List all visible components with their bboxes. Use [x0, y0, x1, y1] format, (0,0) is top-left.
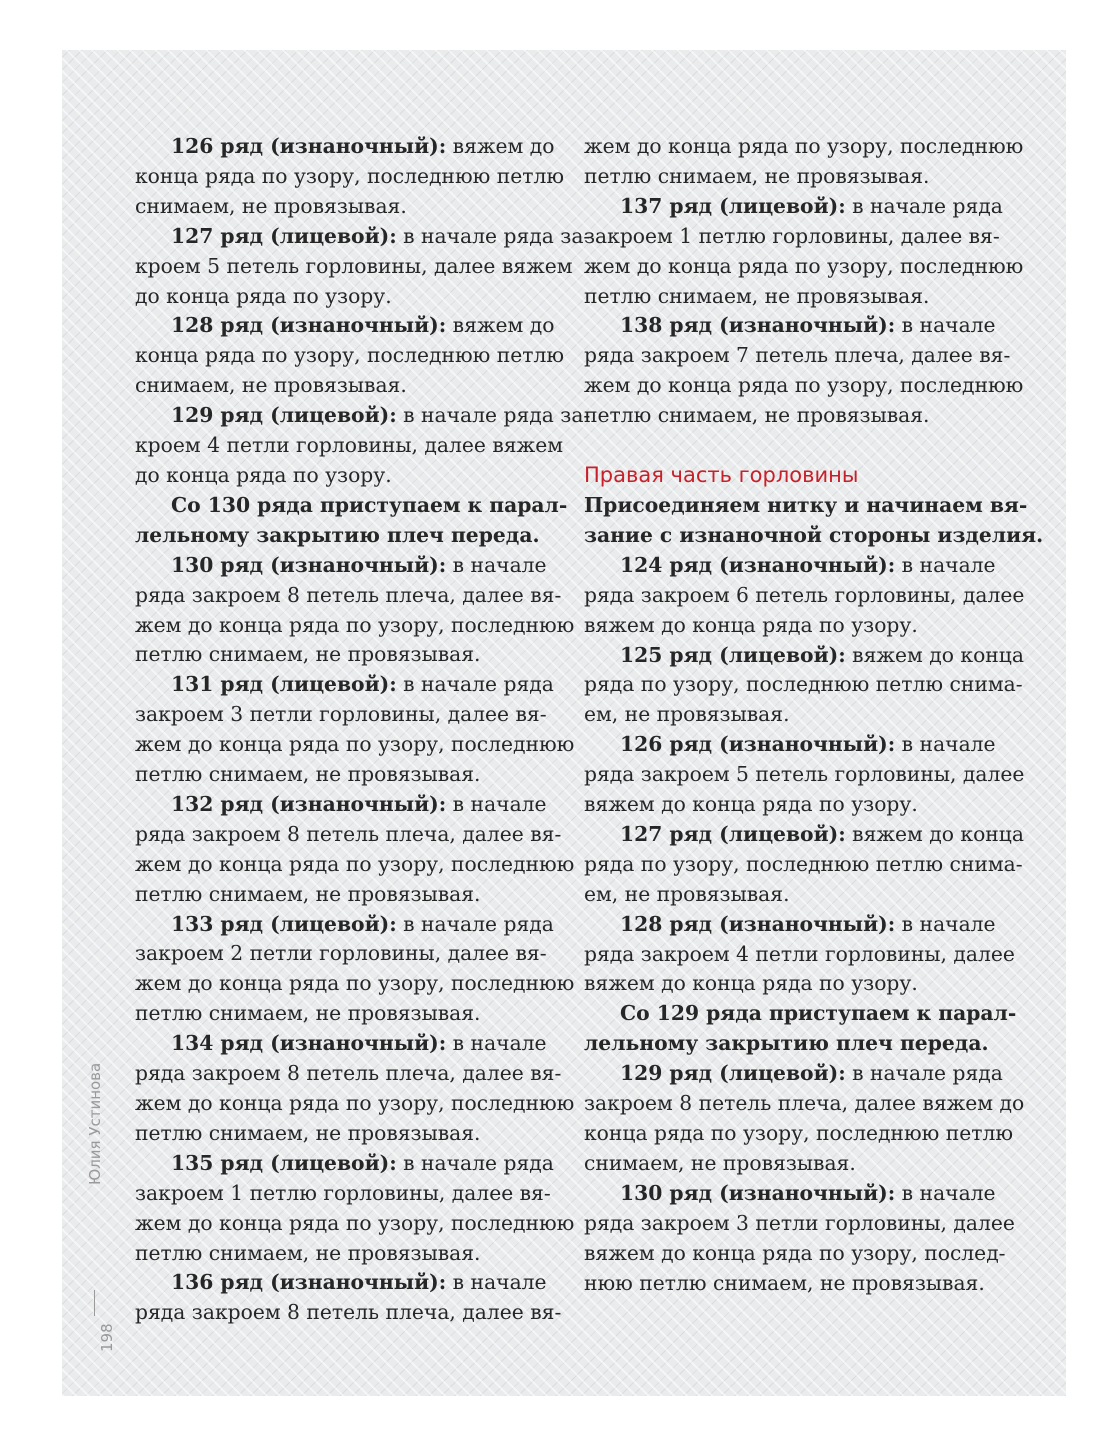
right-column	[584, 132, 1044, 1298]
left-column	[135, 132, 591, 1328]
text-line	[584, 940, 1015, 970]
row-text: ряда по узору, последнюю петлю снима-	[584, 851, 1023, 876]
text-line	[135, 222, 591, 252]
row-text: нюю петлю снимаем, не провязывая.	[584, 1270, 985, 1295]
text-line	[135, 730, 575, 760]
row-text: закроем 1 петлю горловины, далее вя-	[584, 223, 1000, 248]
row-text: жем до конца ряда по узору, последнюю	[584, 253, 1024, 278]
text-line	[135, 969, 575, 999]
row-text: ряда закроем 8 петель плеча, далее вя-	[135, 582, 562, 607]
row-text: петлю снимаем, не провязывая.	[584, 403, 930, 428]
row-text: жем до конца ряда по узору, последнюю	[135, 971, 575, 996]
row-text: в начале ряда	[396, 672, 554, 697]
row-label: 133 ряд (лицевой):	[171, 911, 397, 936]
row-text: жем до конца ряда по узору, последнюю	[135, 612, 575, 637]
row-text: в начале ряда	[396, 1150, 554, 1175]
row-label: 128 ряд (изнаночный):	[620, 911, 896, 936]
row-text: до конца ряда по узору.	[135, 283, 392, 308]
row-text: снимаем, не провязывая.	[135, 193, 407, 218]
row-text: закроем 2 петли горловины, далее вя-	[135, 941, 547, 966]
row-text: ем, не провязывая.	[584, 881, 790, 906]
text-line	[135, 431, 563, 461]
text-line	[584, 581, 1025, 611]
row-text: снимаем, не провязывая.	[135, 373, 407, 398]
sidebar-rule	[94, 1290, 95, 1316]
text-line	[584, 521, 1044, 551]
row-text: ряда закроем 6 петель горловины, далее	[584, 582, 1025, 607]
row-text: вяжем до конца ряда по узору, послед-	[584, 1240, 1006, 1265]
row-text: конца ряда по узору, последнюю петлю	[584, 1121, 1013, 1145]
row-label: 126 ряд (изнаночный):	[171, 134, 447, 158]
row-text: вяжем до конца ряда по узору.	[584, 971, 918, 996]
row-text: петлю снимаем, не провязывая.	[584, 163, 930, 188]
text-line	[584, 1029, 989, 1059]
row-text: ем, не провязывая.	[584, 702, 790, 727]
text-line	[584, 401, 989, 431]
text-line	[584, 1209, 1015, 1239]
text-line	[135, 371, 541, 401]
text-line	[135, 491, 568, 521]
row-text: в начале	[895, 313, 996, 338]
row-text: кроем 4 петли горловины, далее вяжем	[135, 433, 563, 458]
row-text: в начале	[446, 1270, 547, 1295]
row-text: вяжем до конца ряда по узору.	[584, 792, 918, 817]
row-label: Присоединяем нитку и начинаем вя-	[584, 492, 1028, 517]
row-text: конца ряда по узору, последнюю петлю	[135, 163, 564, 188]
row-text: жем до конца ряда по узору, последнюю	[584, 134, 1024, 158]
section-gap	[584, 431, 989, 461]
text-line	[135, 461, 541, 491]
text-line	[135, 551, 547, 581]
row-text: ряда закроем 7 петель плеча, далее вя-	[584, 343, 1011, 368]
text-line	[584, 311, 996, 341]
text-line	[135, 910, 554, 940]
text-line	[135, 1089, 575, 1119]
row-text: закроем 8 петель плеча, далее вяжем до	[584, 1091, 1025, 1116]
text-line	[135, 581, 562, 611]
row-label: 132 ряд (изнаночный):	[171, 791, 447, 816]
row-text: снимаем, не провязывая.	[584, 1150, 856, 1175]
text-line	[135, 1268, 547, 1298]
row-text: в начале	[446, 552, 547, 577]
text-line	[584, 850, 1023, 880]
row-text: петлю снимаем, не провязывая.	[135, 1001, 481, 1026]
text-line	[584, 760, 1025, 790]
text-line	[584, 282, 989, 312]
row-text: жем до конца ряда по узору, последнюю	[584, 373, 1024, 398]
row-label: 138 ряд (изнаночный):	[620, 313, 896, 338]
text-line	[135, 1298, 562, 1328]
row-text: ряда закроем 8 петель плеча, далее вя-	[135, 1061, 562, 1086]
text-line	[584, 371, 1024, 401]
row-label: 135 ряд (лицевой):	[171, 1150, 397, 1175]
row-text: кроем 5 петель горловины, далее вяжем	[135, 253, 573, 278]
row-text: петлю снимаем, не провязывая.	[135, 881, 481, 906]
text-line	[584, 1059, 1003, 1089]
text-line	[135, 760, 541, 790]
row-text: в начале ряда за-	[396, 223, 591, 248]
text-line	[135, 611, 575, 641]
text-line	[584, 1119, 1013, 1149]
text-line	[135, 939, 547, 969]
text-line	[135, 1239, 541, 1269]
text-line	[135, 1209, 575, 1239]
text-line	[584, 641, 1024, 671]
row-text: в начале	[446, 791, 547, 816]
text-line	[584, 222, 1000, 252]
row-text: вяжем до конца ряда по узору.	[584, 612, 918, 637]
row-text: петлю снимаем, не провязывая.	[135, 1240, 481, 1265]
text-line	[584, 491, 1028, 521]
text-line	[584, 790, 989, 820]
text-line	[584, 1239, 1006, 1269]
row-text: петлю снимаем, не провязывая.	[135, 642, 481, 667]
row-text: в начале	[895, 732, 996, 757]
row-text: ряда по узору, последнюю петлю снима-	[584, 672, 1023, 697]
row-text: в начале	[895, 1180, 996, 1205]
text-line	[584, 162, 989, 192]
text-line	[135, 999, 541, 1029]
row-text: в начале ряда	[845, 1061, 1003, 1086]
row-text: жем до конца ряда по узору, последнюю	[135, 732, 575, 757]
row-label: 127 ряд (лицевой):	[620, 821, 846, 846]
row-text: петлю снимаем, не провязывая.	[135, 1120, 481, 1145]
row-label: 126 ряд (изнаночный):	[620, 732, 896, 757]
text-line	[584, 880, 989, 910]
row-text: в начале	[895, 911, 996, 936]
text-line	[135, 820, 562, 850]
right-column-top	[584, 132, 1024, 431]
row-text: конца ряда по узору, последнюю петлю	[135, 343, 564, 368]
text-line	[584, 1269, 989, 1299]
text-line	[135, 192, 541, 222]
text-line	[584, 999, 1017, 1029]
row-label: 129 ряд (лицевой):	[171, 403, 397, 428]
text-line	[584, 670, 1023, 700]
row-text: ряда закроем 5 петель горловины, далее	[584, 762, 1025, 787]
row-text: жем до конца ряда по узору, последнюю	[135, 1210, 575, 1235]
row-label: Со 130 ряда приступаем к парал-	[171, 492, 568, 517]
row-text: вяжем до конца	[845, 821, 1024, 846]
row-label: 134 ряд (изнаночный):	[171, 1031, 447, 1056]
text-line	[135, 132, 555, 162]
row-text: ряда закроем 8 петель плеча, далее вя-	[135, 821, 562, 846]
text-line	[135, 282, 541, 312]
right-column-bottom	[584, 491, 1044, 1298]
text-line	[584, 730, 996, 760]
text-line	[135, 790, 547, 820]
author-name: Юлия Устинова	[86, 1062, 104, 1185]
row-text: вяжем до	[446, 134, 555, 158]
row-text: в начале ряда	[396, 911, 554, 936]
text-line	[135, 311, 555, 341]
row-text: ряда закроем 8 петель плеча, далее вя-	[135, 1300, 562, 1325]
text-line	[584, 551, 996, 581]
row-text: закроем 3 петли горловины, далее вя-	[135, 702, 547, 727]
section-heading: Правая часть горловины	[584, 463, 859, 488]
text-line	[584, 192, 1003, 222]
text-line	[135, 1149, 554, 1179]
text-line	[584, 820, 1024, 850]
text-line	[135, 670, 554, 700]
row-label: 129 ряд (лицевой):	[620, 1061, 846, 1086]
text-line	[135, 162, 564, 192]
text-line	[135, 700, 547, 730]
row-text: в начале ряда	[845, 193, 1003, 218]
row-label: лельному закрытию плеч переда.	[135, 522, 540, 547]
text-line	[135, 640, 541, 670]
row-label: 128 ряд (изнаночный):	[171, 313, 447, 338]
text-line	[135, 850, 575, 880]
row-label: 131 ряд (лицевой):	[171, 672, 397, 697]
row-text: вяжем до конца	[845, 642, 1024, 667]
text-line	[584, 341, 1011, 371]
text-line	[584, 611, 989, 641]
text-line	[135, 1059, 562, 1089]
row-text: петлю снимаем, не провязывая.	[584, 283, 930, 308]
row-text: ряда закроем 4 петли горловины, далее	[584, 941, 1015, 966]
row-label: 136 ряд (изнаночный):	[171, 1270, 447, 1295]
text-line	[135, 880, 541, 910]
text-line	[584, 969, 989, 999]
row-label: 130 ряд (изнаночный):	[171, 552, 447, 577]
text-line	[135, 521, 541, 551]
row-text: ряда закроем 3 петли горловины, далее	[584, 1210, 1015, 1235]
text-line	[135, 1179, 551, 1209]
text-line	[584, 252, 1024, 282]
row-text: до конца ряда по узору.	[135, 462, 392, 487]
row-text: в начале	[446, 1031, 547, 1056]
row-text: в начале ряда за-	[396, 403, 591, 428]
text-line	[584, 910, 996, 940]
text-line	[584, 132, 1024, 162]
row-label: 127 ряд (лицевой):	[171, 223, 397, 248]
row-text: петлю снимаем, не провязывая.	[135, 762, 481, 787]
row-text: закроем 1 петлю горловины, далее вя-	[135, 1180, 551, 1205]
row-text: жем до конца ряда по узору, последнюю	[135, 1091, 575, 1115]
row-text: в начале	[895, 552, 996, 577]
text-line	[584, 1179, 996, 1209]
text-line	[584, 1089, 1025, 1119]
text-line	[135, 341, 564, 371]
text-line	[584, 700, 989, 730]
row-label: 125 ряд (лицевой):	[620, 642, 846, 667]
text-line	[584, 1149, 989, 1179]
row-text: жем до конца ряда по узору, последнюю	[135, 851, 575, 876]
row-text: вяжем до	[446, 313, 555, 338]
text-line	[135, 252, 573, 282]
row-label: 124 ряд (изнаночный):	[620, 552, 896, 577]
text-line	[135, 1119, 541, 1149]
text-line	[135, 1029, 547, 1059]
row-label: лельному закрытию плеч переда.	[584, 1031, 989, 1056]
row-label: 137 ряд (лицевой):	[620, 193, 846, 218]
row-label: Со 129 ряда приступаем к парал-	[620, 1001, 1017, 1026]
text-line	[135, 401, 591, 431]
row-label: 130 ряд (изнаночный):	[620, 1180, 896, 1205]
page-number: 198	[98, 1323, 116, 1352]
row-label: зание с изнаночной стороны изделия.	[584, 522, 1044, 547]
